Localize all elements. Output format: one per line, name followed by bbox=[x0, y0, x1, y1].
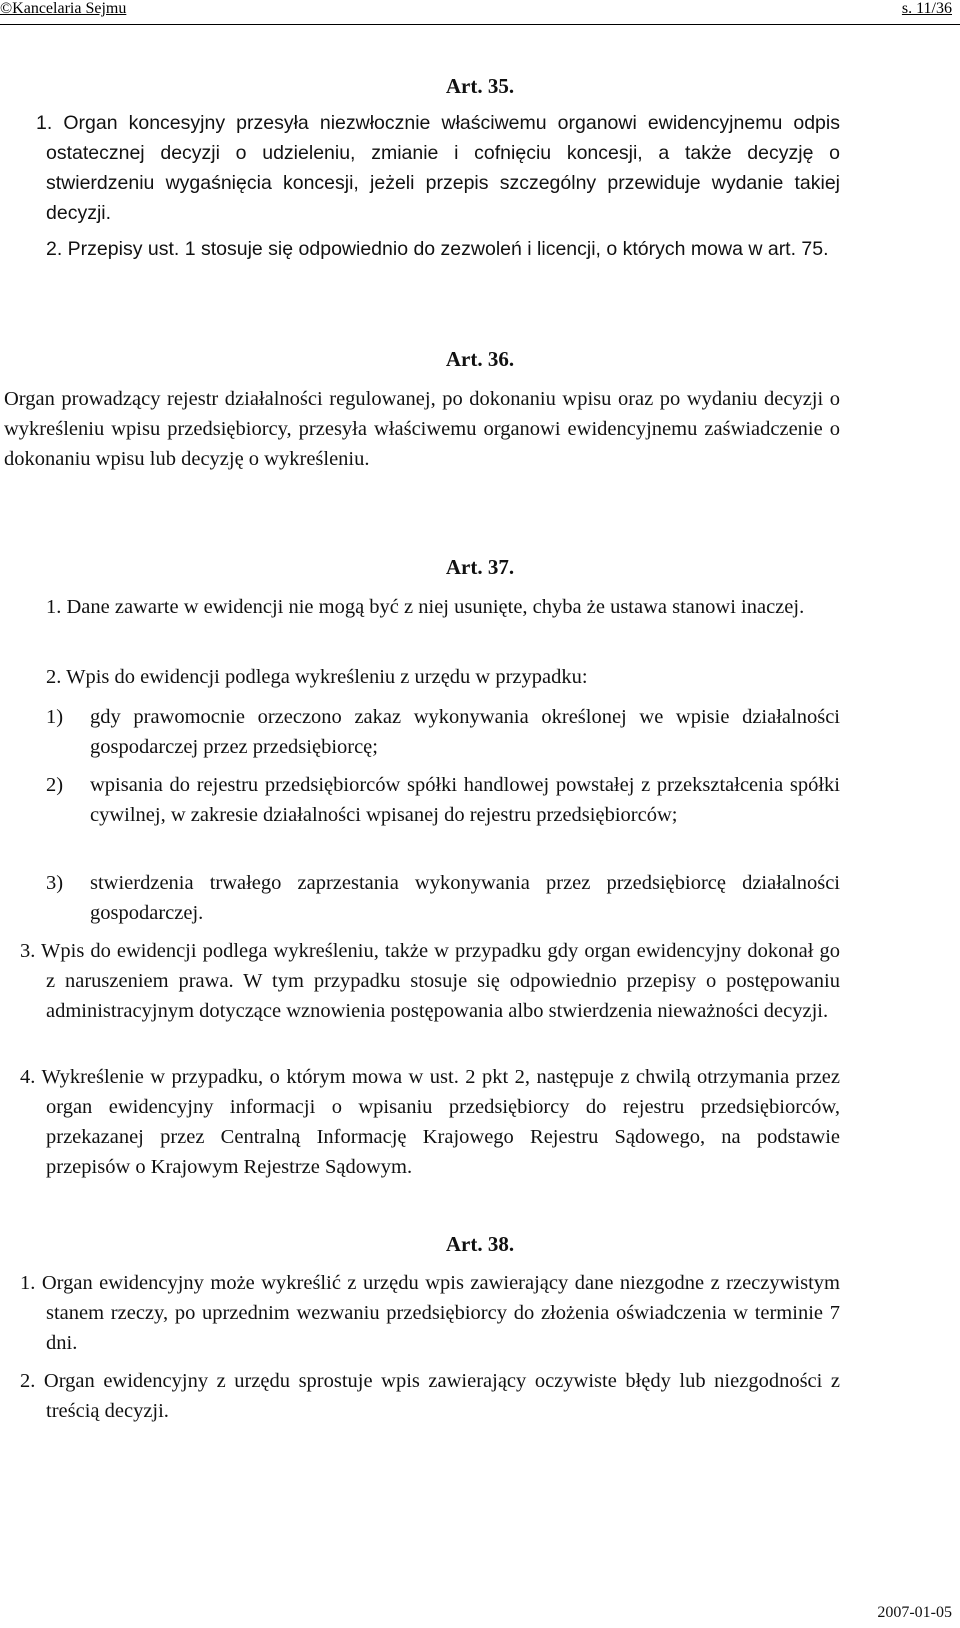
list-item-text: wpisania do rejestru przedsiębiorców spółki handlowej powstałej z przekształcenia spółki cywilnej, w zakresie działalności wpisanej do rejestru przedsiębiorców; bbox=[90, 774, 840, 826]
article-38-paragraph-1: 1. Organ ewidencyjny może wykreślić z urzędu wpis zawierający dane niezgodne z rzeczywistym stanem rzeczy, po uprzednim wezwaniu przedsiębiorcy do złożenia oświadczenia w terminie 7 dni. bbox=[20, 1272, 840, 1354]
paragraph-text: 1. Dane zawarte w ewidencji nie mogą być z niej usunięte, chyba że ustawa stanowi inaczej. bbox=[46, 596, 805, 618]
list-item-text: gdy prawomocnie orzeczono zakaz wykonywania określonej we wpisie działalności gospodarczej przez przedsiębiorcę; bbox=[90, 706, 840, 758]
article-37-list-item-2 bbox=[46, 770, 840, 830]
paragraph-text: 2. Wpis do ewidencji podlega wykreśleniu z urzędu w przypadku: bbox=[46, 666, 588, 688]
article-36-paragraph-1: Organ prowadzący rejestr działalności regulowanej, po dokonaniu wpisu oraz po wydaniu decyzji o wykreśleniu wpisu przedsiębiorcy, przesyła właściwemu organowi ewidencyjnemu zaświadczenie o dokonaniu wpisu lub decyzję o wykreśleniu. bbox=[4, 388, 840, 470]
article-37-paragraph-3: 3. Wpis do ewidencji podlega wykreśleniu, także w przypadku gdy organ ewidencyjny dokonał go z naruszeniem prawa. W tym przypadku stosuje się odpowiednio przepisy o postępowaniu administracyjnym dotyczące wznowienia postępowania albo stwierdzenia nieważności decyzji. bbox=[20, 940, 840, 1022]
header-page-number: s. 11/36 bbox=[901, 0, 952, 17]
article-37-paragraph-4: 4. Wykreślenie w przypadku, o którym mowa w ust. 2 pkt 2, następuje z chwilą otrzymania przez organ ewidencyjny informacji o wpisaniu przedsiębiorcy do rejestru przedsiębiorców, przekazanej przez Centralną Informację Krajowego Rejestru Sądowego, na podstawie przepisów o Krajowym Rejestrze Sądowym. bbox=[20, 1066, 840, 1178]
list-item-marker: 2) bbox=[46, 774, 64, 796]
article-37-paragraph-1 bbox=[46, 592, 840, 622]
footer-date: 2007-01-05 bbox=[877, 1604, 952, 1621]
article-38-title: Art. 38. bbox=[445, 1232, 515, 1256]
article-37-title: Art. 37. bbox=[445, 555, 515, 579]
page-header bbox=[0, 0, 960, 25]
article-37-list-item-1 bbox=[46, 702, 840, 762]
article-35-title: Art. 35. bbox=[445, 74, 515, 98]
list-item-marker: 1) bbox=[46, 706, 64, 728]
list-item-marker: 3) bbox=[46, 872, 64, 894]
article-38-paragraph-2: 2. Organ ewidencyjny z urzędu sprostuje wpis zawierający oczywiste błędy lub niezgodności z treścią decyzji. bbox=[20, 1370, 840, 1422]
header-publisher: ©Kancelaria Sejmu bbox=[0, 0, 127, 17]
article-35-paragraph-2: 2. Przepisy ust. 1 stosuje się odpowiednio do zezwoleń i licencji, o których mowa w art. 75. bbox=[46, 238, 829, 260]
article-37-paragraph-2 bbox=[46, 662, 840, 692]
list-item-text: stwierdzenia trwałego zaprzestania wykonywania przez przedsiębiorcę działalności gospodarczej. bbox=[90, 872, 840, 924]
article-36-title: Art. 36. bbox=[445, 347, 515, 371]
article-37-list-item-3 bbox=[46, 868, 840, 928]
article-35-paragraph-1: 1. Organ koncesyjny przesyła niezwłocznie właściwemu organowi ewidencyjnemu odpis ostatecznej decyzji o udzieleniu, zmianie i cofnięciu koncesji, a także decyzję o stwierdzeniu wygaśnięcia koncesji, jeżeli przepis szczególny przewiduje wydanie takiej decyzji. bbox=[36, 112, 840, 224]
